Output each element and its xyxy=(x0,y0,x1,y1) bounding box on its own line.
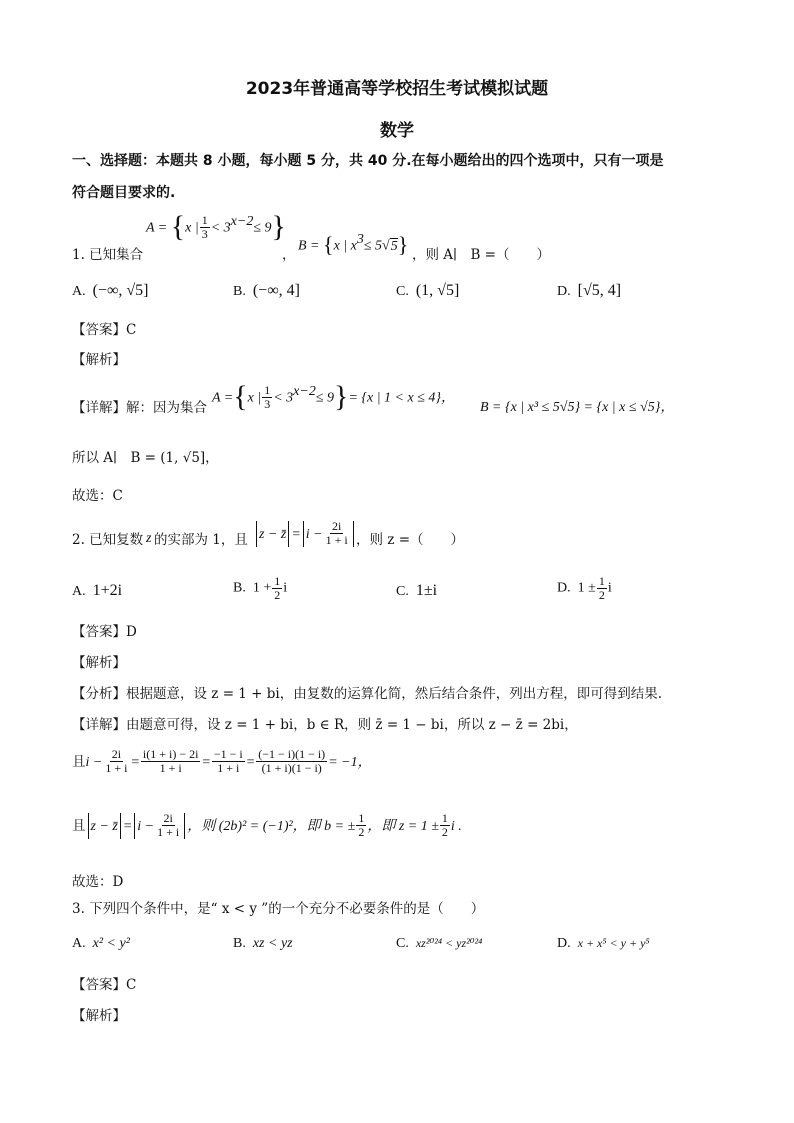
q1-answer: 【答案】C xyxy=(72,322,137,338)
q1-detail: 【详解】解：因为集合 xyxy=(72,400,207,416)
q1-conclusion: 所以 A∣ B = (1, √5]， xyxy=(72,450,219,466)
q1-detail-set-b: B = {x | x³ ≤ 5√5} = {x | x ≤ √5}， xyxy=(480,400,675,415)
page-title: 2023年普通高等学校招生考试模拟试题 xyxy=(245,79,549,99)
subject-title: 数学 xyxy=(380,121,414,141)
q3-option-a: A. x² < y² xyxy=(72,936,130,951)
q3-answer: 【答案】C xyxy=(72,977,137,993)
q1-set-b: B = {x | $x^3\le 5√5$} xyxy=(298,232,409,257)
q1-prefix: 1. 已知集合 xyxy=(72,247,144,263)
q2-option-c: C. 1±i xyxy=(396,582,438,599)
q1-set-a: A = {x | $\frac{1}{3}$ < $3^{x-2}\le 9$} xyxy=(146,210,286,243)
q2-detail: 【详解】由题意可得，设 z = 1 + bi，b ∈ R，则 z̄ = 1 − bi，所以 z − z̄ = 2bi， xyxy=(72,717,578,733)
q3-option-b: B. xz < yz xyxy=(233,936,293,951)
q3-option-c: C. xz²⁰²⁴ < yz²⁰²⁴ xyxy=(396,936,483,951)
q3-prefix: 3. 下列四个条件中，是“ x < y ”的一个充分不必要条件的是（ ） xyxy=(72,901,485,917)
section-heading-line1: 一、选择题：本题共 8 小题，每小题 5 分，共 40 分.在每小题给出的四个选项中，只有一项是 xyxy=(72,153,664,169)
q2-detail-line2: 且i − $\frac{2i}{1 + i}$ = $\frac{i(1 + i) - 2i}{1 + i}$ = $\frac{-1 - i}{1 + i}$ = $\frac{(-1 - i)(1 - i)}{(1 + i)(1 - i)}$ = −1， xyxy=(72,747,372,775)
q1-suffix: ，则 A∣ B =（ ） xyxy=(412,247,550,263)
q2-answer: 【答案】D xyxy=(72,624,137,640)
q2-condition: z − z̄ = i − $\frac{2i}{1 + i}$ xyxy=(254,520,356,547)
q1-option-c: C. (1, √5] xyxy=(396,282,460,299)
q2-fenxi: 【分析】根据题意，设 z = 1 + bi，由复数的运算化简，然后结合条件，列出方程，即可得到结果. xyxy=(72,686,663,702)
q2-final: 故选：D xyxy=(72,874,124,890)
q1-option-b: B. (−∞, 4] xyxy=(233,282,300,299)
q2-option-b: B. 1 + $\frac{1}{2}$ i xyxy=(233,574,288,602)
q1-detail-set-a: A ={x | $\frac{1}{3}$ < $3^{x-2}\le 9\}= \{x$ | 1 < x ≤ 4}， xyxy=(212,380,455,413)
q1-option-a: A. (−∞, √5] xyxy=(72,282,149,299)
q1-final: 故选：C xyxy=(72,488,123,504)
q2-option-a: A. 1+2i xyxy=(72,582,123,599)
q3-option-d: D. x + x⁵ < y + y⁵ xyxy=(557,936,650,951)
q2-var-z: z xyxy=(146,531,152,546)
q1-comma: ， xyxy=(282,247,296,263)
q2-mid: 的实部为 1，且 xyxy=(154,532,248,548)
q2-detail-line3: 且 z − z̄ = i − $\frac{2i}{1 + i}$ ，则 (2b)² = (−1)²，即 b = ± $\frac{1}{2}$ ，即 z = 1 ± $\frac{1}{2}$ i . xyxy=(72,811,462,839)
q2-analysis-label: 【解析】 xyxy=(72,655,126,671)
q1-analysis-label: 【解析】 xyxy=(72,352,126,368)
q2-option-d: D. 1 ± $\frac{1}{2}$ i xyxy=(557,574,612,602)
q2-prefix: 2. 已知复数 xyxy=(72,532,144,548)
section-heading-line2: 符合题目要求的. xyxy=(72,185,176,201)
q2-suffix: ，则 z =（ ） xyxy=(356,532,465,548)
q3-analysis-label: 【解析】 xyxy=(72,1008,126,1024)
q1-option-d: D. [√5, 4] xyxy=(557,282,622,299)
